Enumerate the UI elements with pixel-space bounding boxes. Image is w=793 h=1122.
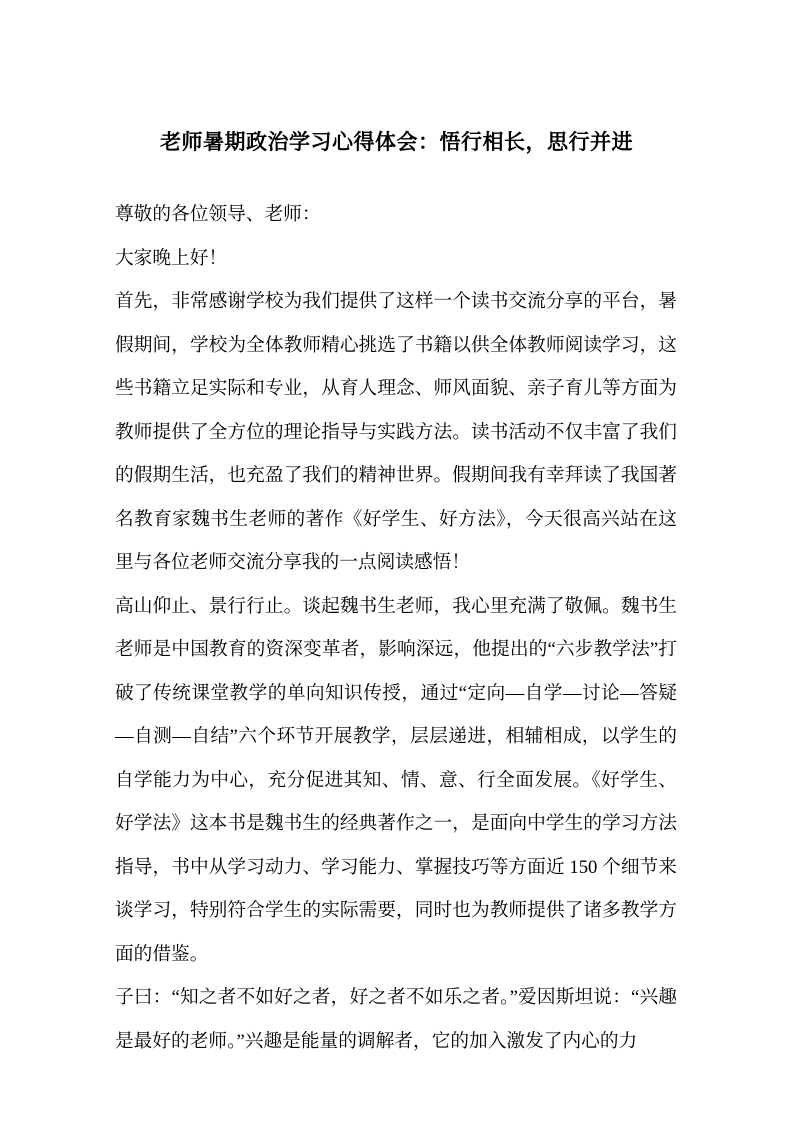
document-title: 老师暑期政治学习心得体会：悟行相长，思行并进 — [160, 130, 633, 154]
paragraph-thanks: 首先，非常感谢学校为我们提供了这样一个读书交流分享的平台，暑假期间，学校为全体教师精心挑选了书籍以供全体教师阅读学习，这些书籍立足实际和专业，从育人理念、师风面貌、亲子育儿等方面为教师提供了全方位的理论指导与实践方法。读书活动不仅丰富了我们的假期生活，也充盈了我们的精神世界。假期间我有幸拜读了我国著名教育家魏书生老师的著作《好学生、好方法》，今天很高兴站在这里与各位老师交流分享我的一点阅读感悟！ — [115, 291, 677, 573]
paragraph-book-review: 高山仰止、景行行止。谈起魏书生老师，我心里充满了敬佩。魏书生老师是中国教育的资深变革者，影响深远，他提出的“六步教学法”打破了传统课堂教学的单向知识传授，通过“定向—自学—讨论—答疑—自测—自结”六个环节开展教学，层层递进，相辅相成，以学生的自学能力为中心，充分促进其知、情、意、行全面发展。《好学生、好学法》这本书是魏书生的经典著作之一，是面向中学生的学习方法指导，书中从学习动力、学习能力、掌握技巧等方面近 150 个细节来谈学习，特别符合学生的实际需要，同时也为教师提供了诸多教学方面的借鉴。 — [115, 595, 677, 965]
document-body — [115, 193, 677, 1063]
paragraph-salutation: 尊敬的各位领导、老师： — [115, 204, 321, 225]
paragraph-quote: 子曰：“知之者不如好之者，好之者不如乐之者。”爱因斯坦说：“兴趣是最好的老师。”兴趣是能量的调解者，它的加入激发了内心的力 — [115, 987, 677, 1052]
paragraph-greeting: 大家晚上好！ — [115, 247, 228, 269]
